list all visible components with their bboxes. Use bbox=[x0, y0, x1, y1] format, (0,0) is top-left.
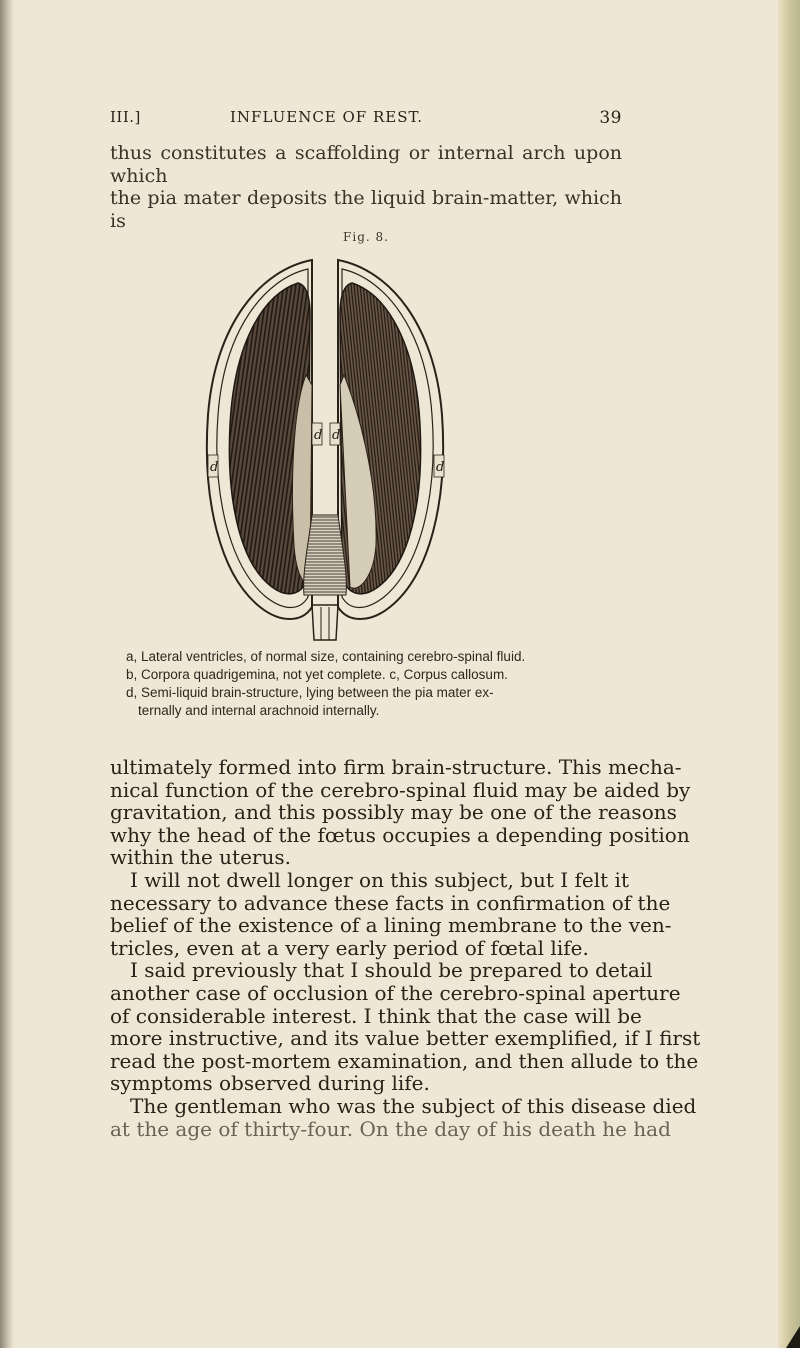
caption-line: ternally and internal arachnoid internally. bbox=[138, 703, 380, 718]
body-text bbox=[110, 755, 701, 1141]
chapter-number: III.] bbox=[110, 108, 141, 126]
text-line: within the uterus. bbox=[110, 845, 291, 870]
text-line: necessary to advance these facts in confirmation of the bbox=[110, 890, 671, 915]
figure-letter-d: d bbox=[436, 460, 445, 475]
text-line: The gentleman who was the subject of this disease died bbox=[130, 1093, 697, 1118]
text-line: gravitation, and this possibly may be one of the reasons bbox=[110, 800, 677, 825]
figure-letter-d: d bbox=[314, 428, 323, 443]
text-line: belief of the existence of a lining membrane to the ven- bbox=[110, 913, 672, 938]
caption-line: a, Lateral ventricles, of normal size, containing cerebro-spinal fluid. bbox=[126, 649, 526, 664]
text-line: thus constitutes a scaffolding or internal arch upon which bbox=[110, 142, 622, 187]
text-line: I said previously that I should be prepared to detail bbox=[130, 958, 653, 983]
text-line: more instructive, and its value better exemplified, if I first bbox=[110, 1026, 701, 1051]
text-line: ultimately formed into firm brain-structure. This mecha- bbox=[110, 755, 682, 779]
running-title: INFLUENCE OF REST. bbox=[230, 108, 424, 126]
caption-line: b, Corpora quadrigemina, not yet complete. c, Corpus callosum. bbox=[126, 667, 508, 682]
text-line: at the age of thirty-four. On the day of his death he had bbox=[110, 1116, 671, 1141]
text-line: read the post-mortem examination, and then allude to the bbox=[110, 1048, 699, 1073]
text-line: why the head of the fœtus occupies a depending position bbox=[110, 822, 690, 847]
figure-letter-d: d bbox=[332, 428, 341, 443]
text-line: symptoms observed during life. bbox=[110, 1071, 430, 1096]
figure-letter-d: d bbox=[210, 460, 219, 475]
brain-ventricles-figure bbox=[190, 255, 460, 645]
text-line: another case of occlusion of the cerebro-spinal aperture bbox=[110, 980, 681, 1005]
caption-line: d, Semi-liquid brain-structure, lying between the pia mater ex- bbox=[126, 685, 494, 700]
figure-caption bbox=[110, 648, 622, 720]
text-line: nical function of the cerebro-spinal fluid may be aided by bbox=[110, 777, 691, 802]
text-line: I will not dwell longer on this subject, but I felt it bbox=[130, 867, 629, 892]
text-line: the pia mater deposits the liquid brain-matter, which is bbox=[110, 187, 622, 232]
page-number: 39 bbox=[599, 108, 622, 128]
running-head bbox=[110, 108, 622, 132]
text-line: of considerable interest. I think that the case will be bbox=[110, 1003, 642, 1028]
top-paragraph bbox=[110, 142, 622, 232]
text-line: tricles, even at a very early period of fœtal life. bbox=[110, 935, 589, 960]
figure-label: Fig. 8. bbox=[343, 230, 389, 244]
brain-illustration bbox=[190, 255, 460, 645]
